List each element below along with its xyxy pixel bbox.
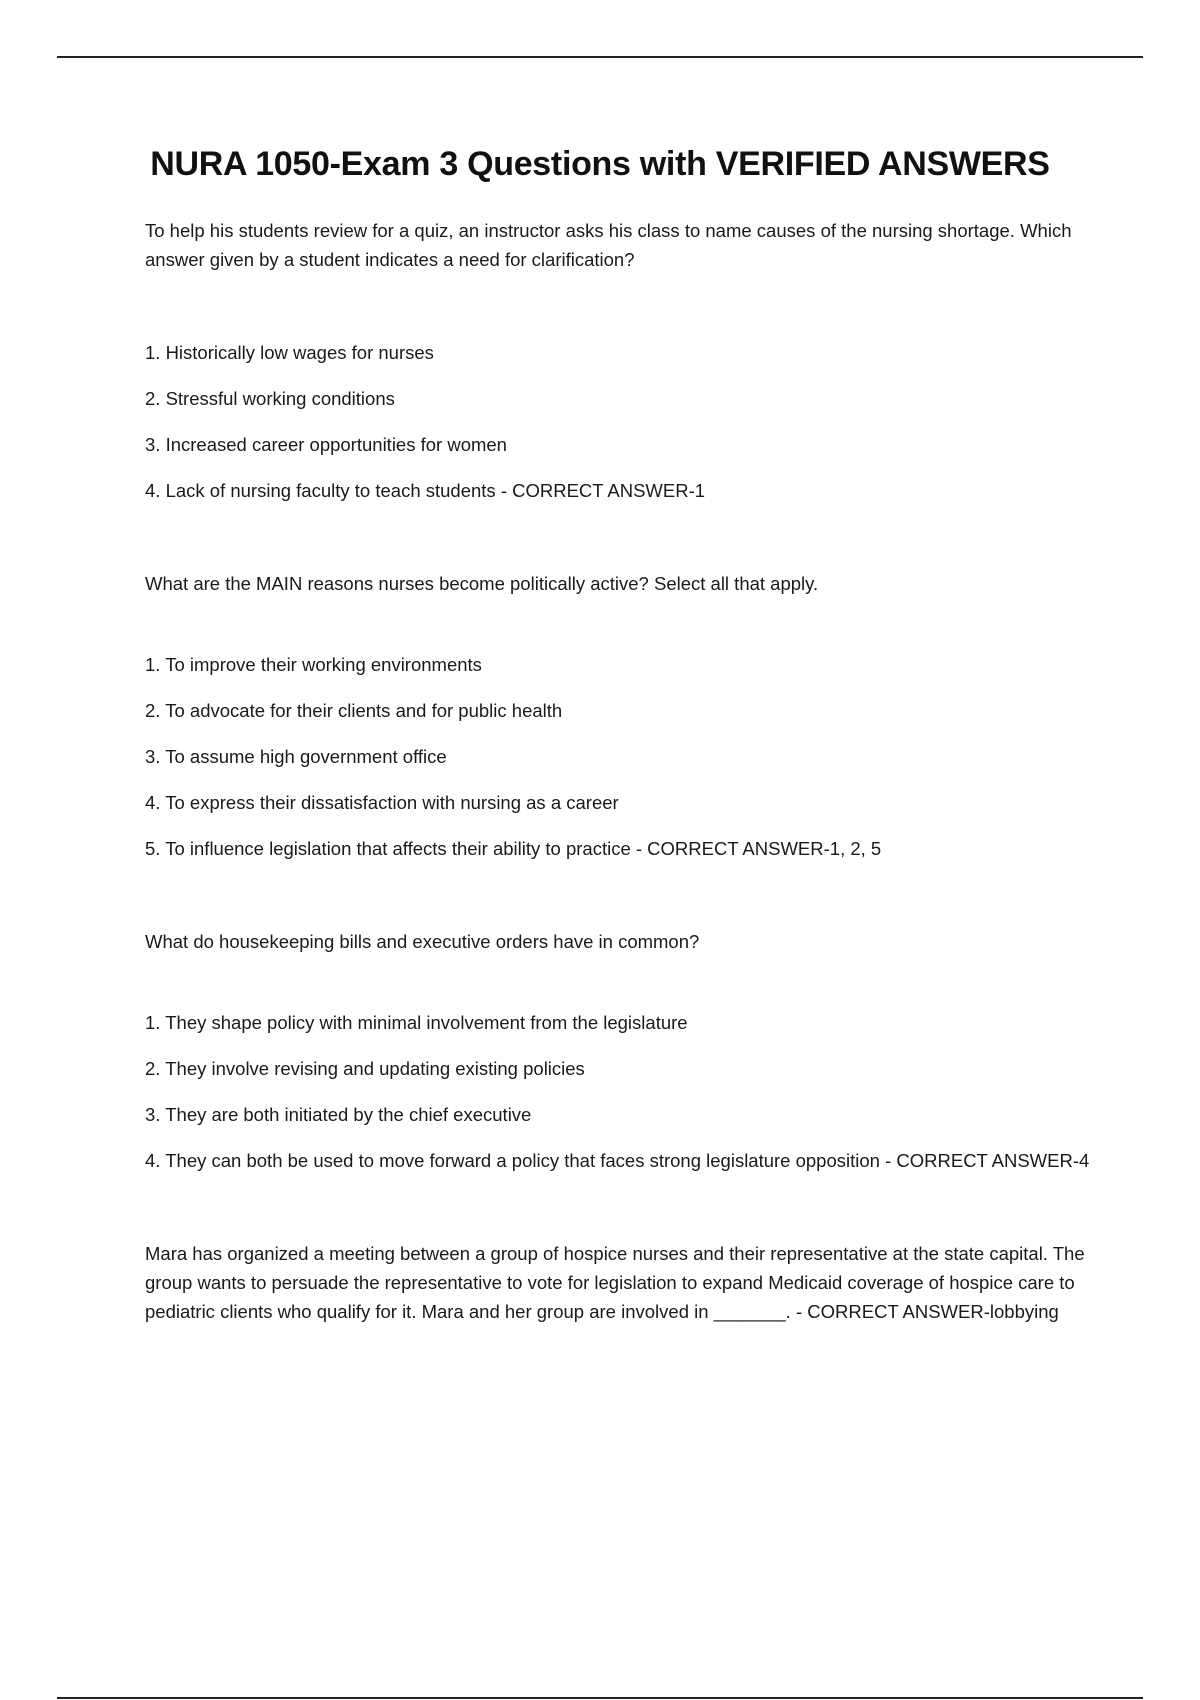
answer-options: [145, 338, 1095, 505]
footer-divider: [57, 1697, 1143, 1699]
document-body: [145, 216, 1095, 1326]
answer-option: 4. To express their dissatisfaction with nursing as a career: [145, 792, 619, 813]
question-text: What are the MAIN reasons nurses become politically active? Select all that apply.: [145, 573, 819, 594]
question-block: [145, 569, 1095, 863]
answer-option: 3. To assume high government office: [145, 746, 447, 767]
answer-option: 1. They shape policy with minimal involvement from the legislature: [145, 1012, 688, 1033]
question-text: To help his students review for a quiz, an instructor asks his class to name causes of the nursing shortage. Which answer given by a student indicates a need for clarification?: [145, 220, 1072, 270]
answer-option: 2. To advocate for their clients and for public health: [145, 700, 563, 721]
question-block: [145, 216, 1095, 505]
answer-option: 4. Lack of nursing faculty to teach students - CORRECT ANSWER-1: [145, 480, 706, 501]
header-divider: [57, 56, 1143, 58]
answer-option: 3. Increased career opportunities for women: [145, 434, 507, 455]
answer-options: [145, 1008, 1095, 1175]
question-block: [145, 1239, 1095, 1326]
answer-option: 4. They can both be used to move forward a policy that faces strong legislature opposition - CORRECT ANSWER-4: [145, 1150, 1090, 1171]
answer-option: 2. Stressful working conditions: [145, 388, 395, 409]
answer-option: 1. To improve their working environments: [145, 654, 482, 675]
question-block: [145, 927, 1095, 1175]
answer-option: 3. They are both initiated by the chief executive: [145, 1104, 532, 1125]
answer-option: 5. To influence legislation that affects their ability to practice - CORRECT ANSWER-1, 2, 5: [145, 838, 882, 859]
page-title: NURA 1050-Exam 3 Questions with VERIFIED ANSWERS: [150, 145, 1050, 183]
question-text: What do housekeeping bills and executive orders have in common?: [145, 931, 700, 952]
answer-option: 1. Historically low wages for nurses: [145, 342, 434, 363]
question-text: Mara has organized a meeting between a group of hospice nurses and their representative at the state capital. The group wants to persuade the representative to vote for legislation to expand Medicaid coverage of hospice care to pediatric clients who qualify for it. Mara and her group are involved in _______. - CORRECT ANSWER-lobbying: [145, 1243, 1085, 1322]
answer-option: 2. They involve revising and updating existing policies: [145, 1058, 585, 1079]
answer-options: [145, 650, 1095, 863]
